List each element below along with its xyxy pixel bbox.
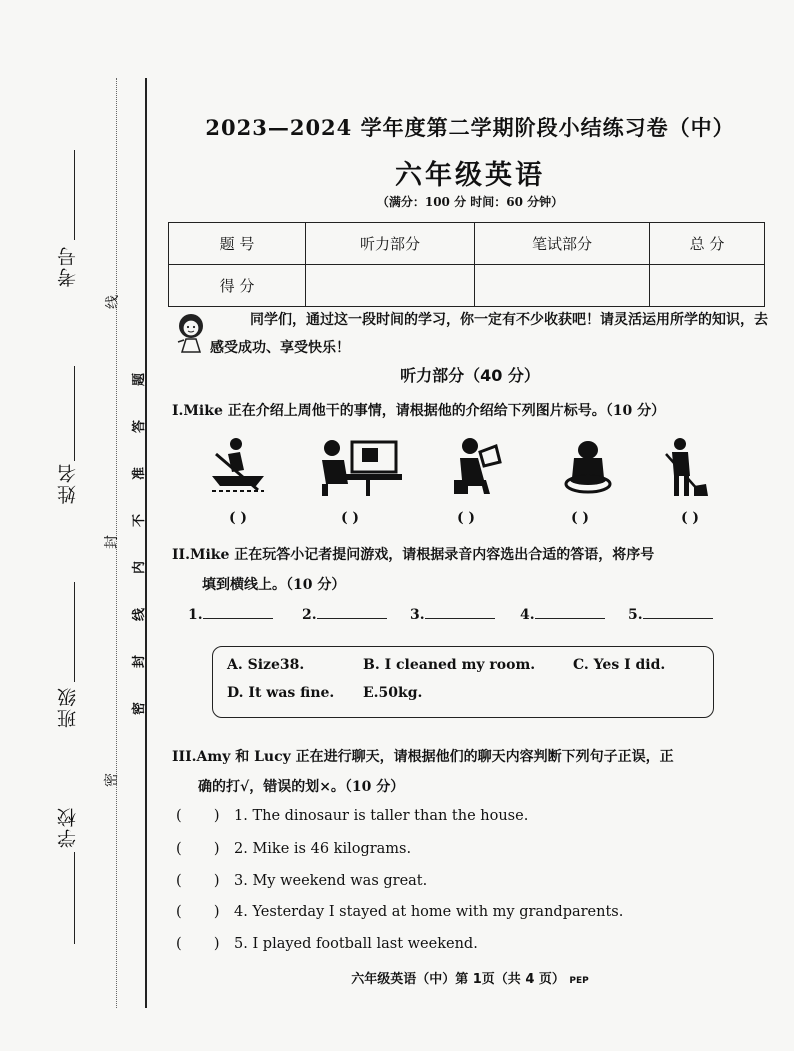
q2-instruction-line2: 填到横线上。（10 分） [202, 577, 346, 593]
option-b: B. I cleaned my room. [363, 657, 536, 673]
tf-item[interactable] [176, 936, 478, 952]
score-input-cell[interactable] [306, 265, 475, 307]
computer-icon [318, 436, 404, 496]
exam-no-label: 考号 [57, 245, 79, 287]
answer-bracket[interactable]: ( ) [228, 510, 248, 526]
greeting-text: 同学们，通过这一段时间的学习，你一定有不少收获吧！请灵活运用所学的知识，去感受成功、享受快乐！ [210, 312, 768, 356]
q1-instruction: I.Mike 正在介绍上周他干的事情，请根据他的介绍给下列图片标号。（10 分） [172, 403, 666, 419]
cake-icon [560, 436, 616, 496]
tf-bracket[interactable]: ( ) [176, 841, 220, 857]
option-c: C. Yes I did. [573, 657, 666, 673]
answer-blank[interactable] [302, 604, 387, 623]
notice-char: 线 [132, 607, 148, 622]
tf-bracket[interactable]: ( ) [176, 936, 220, 952]
page-footer [170, 968, 770, 987]
notice-char: 准 [132, 466, 148, 481]
answer-bracket[interactable]: ( ) [680, 510, 700, 526]
tf-item[interactable] [176, 904, 623, 920]
blank-number: 3. [410, 607, 425, 623]
binding-seal-char: 封 [104, 535, 120, 549]
q3-instruction-line1: III.Amy 和 Lucy 正在进行聊天，请根据他们的聊天内容判断下列句子正误，正 [172, 749, 674, 765]
binding-notice [128, 370, 148, 718]
answer-bracket[interactable]: ( ) [456, 510, 476, 526]
exam-no-line [74, 150, 75, 240]
name-line [74, 366, 75, 461]
exam-title: 2023—2024 学年度第二学期阶段小结练习卷（中） [205, 115, 735, 140]
q1-answer-row [200, 510, 740, 532]
notice-char: 内 [132, 560, 148, 575]
listening-section-heading: 听力部分（40 分） [400, 366, 540, 385]
notice-char: 答 [132, 419, 148, 434]
tf-statement: 3. My weekend was great. [234, 873, 428, 889]
notice-char: 不 [132, 513, 148, 528]
blank-number: 4. [520, 607, 535, 623]
tf-statement: 2. Mike is 46 kilograms. [234, 841, 412, 857]
name-label: 姓名 [57, 462, 79, 504]
rowing-boat-icon [210, 436, 266, 496]
school-line [74, 852, 75, 944]
score-header-cell: 笔试部分 [475, 223, 650, 265]
score-header-cell: 总 分 [650, 223, 765, 265]
tf-bracket[interactable]: ( ) [176, 808, 220, 824]
notice-char: 题 [132, 372, 148, 387]
answer-blank[interactable] [188, 604, 273, 623]
score-row-label: 得 分 [169, 265, 306, 307]
binding-secret-char: 密 [104, 773, 120, 787]
girl-cartoon-icon [174, 312, 208, 354]
answer-blank[interactable] [410, 604, 495, 623]
exam-subtitle: 六年级英语 [395, 160, 545, 191]
q2-options-box [212, 646, 714, 718]
tf-item[interactable] [176, 808, 528, 824]
tf-statement: 5. I played football last weekend. [234, 936, 478, 952]
q2-instruction-line1: II.Mike 正在玩答小记者提问游戏，请根据录音内容选出合适的答语，将序号 [172, 547, 655, 563]
tf-item[interactable] [176, 841, 411, 857]
q1-picture-row [200, 436, 740, 496]
tf-statement: 4. Yesterday I stayed at home with my grandparents. [234, 904, 624, 920]
footer-tag: PEP [569, 976, 589, 986]
score-header-cell: 听力部分 [306, 223, 475, 265]
score-header-cell: 题 号 [169, 223, 306, 265]
notice-char: 封 [132, 654, 148, 669]
answer-bracket[interactable]: ( ) [340, 510, 360, 526]
score-input-cell[interactable] [650, 265, 765, 307]
answer-blank[interactable] [520, 604, 605, 623]
exam-meta: （满分：100 分 时间：60 分钟） [376, 195, 564, 209]
footer-text: 六年级英语（中）第 1页（共 4 页） [351, 972, 565, 987]
class-label: 班级 [57, 686, 79, 728]
tf-bracket[interactable]: ( ) [176, 904, 220, 920]
sweeping-icon [660, 436, 716, 496]
tf-item[interactable] [176, 873, 427, 889]
binding-line-char: 线 [105, 295, 121, 309]
score-table [168, 222, 765, 307]
option-d: D. It was fine. [227, 685, 335, 701]
blank-number: 5. [628, 607, 643, 623]
answer-bracket[interactable]: ( ) [570, 510, 590, 526]
notice-char: 密 [132, 701, 148, 716]
q3-instruction-line2: 确的打√，错误的划×。（10 分） [198, 779, 405, 795]
option-e: E.50kg. [363, 685, 423, 701]
score-input-cell[interactable] [475, 265, 650, 307]
answer-blank[interactable] [628, 604, 713, 623]
blank-number: 1. [188, 607, 203, 623]
blank-number: 2. [302, 607, 317, 623]
tf-bracket[interactable]: ( ) [176, 873, 220, 889]
option-a: A. Size38. [227, 657, 305, 673]
class-line [74, 582, 75, 682]
reading-icon [450, 436, 506, 496]
school-label: 学校 [57, 806, 79, 848]
tf-statement: 1. The dinosaur is taller than the house. [234, 808, 529, 824]
